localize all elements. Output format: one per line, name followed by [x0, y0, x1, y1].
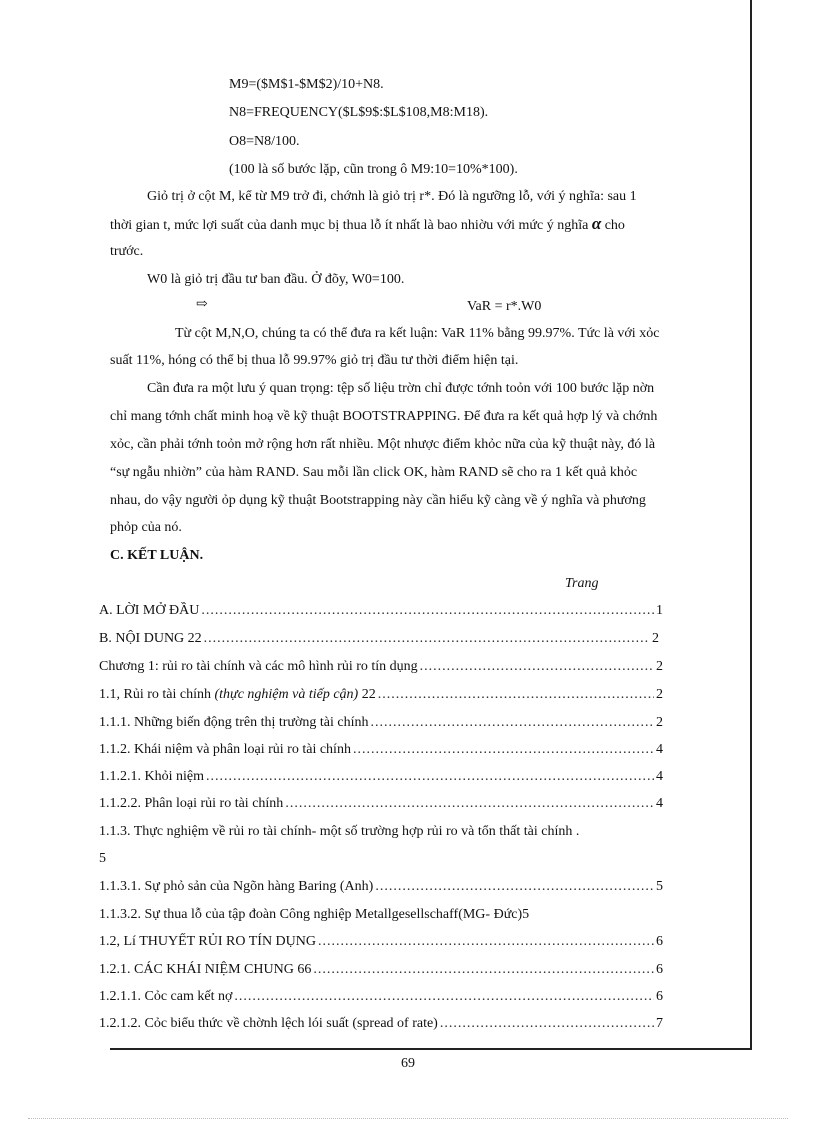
toc-title-part: 1.1, Rủi ro tài chính — [99, 687, 211, 702]
para2-line: Từ cột M,N,O, chúng ta có thể đưa ra kết luận: VaR 11% bằng 99.97%. Tức là với xỏc — [175, 326, 660, 341]
formula-line: (100 là số bước lặp, cũn trong ô M9:10=10%*100). — [229, 162, 518, 177]
page-bottom-dotted-line — [28, 1118, 788, 1119]
toc-entry[interactable] — [99, 741, 663, 759]
para1-line: trước. — [110, 244, 144, 259]
toc-leader — [375, 878, 654, 896]
arrow-icon: ⇨ — [196, 297, 208, 312]
toc-title: 1.1.2.2. Phân loại rủi ro tài chính — [99, 796, 284, 811]
var-formula: VaR = r*.W0 — [467, 299, 542, 314]
w0-line: W0 là giỏ trị đầu tư ban đầu. Ở đõy, W0=100. — [147, 272, 405, 287]
toc-page: 6 — [656, 962, 663, 977]
para3-line: nhau, do vậy người ỏp dụng kỹ thuật Bootstrapping này cần hiểu kỹ càng về ý nghĩa và phương — [110, 493, 646, 508]
formula-line: N8=FREQUENCY($L$9$:$L$108,M8:M18). — [229, 105, 489, 120]
toc-page: 2 — [652, 631, 659, 646]
toc-page: 4 — [656, 742, 663, 757]
toc-leader — [313, 961, 654, 979]
toc-leader — [420, 658, 654, 676]
toc-page: 2 — [656, 715, 663, 730]
toc-entry[interactable] — [99, 658, 663, 676]
toc-title-italic: (thực nghiệm và tiếp cận) — [214, 687, 359, 702]
toc-page-label: Trang — [565, 576, 599, 591]
toc-entry[interactable] — [99, 933, 663, 951]
toc-entry[interactable] — [99, 878, 663, 896]
toc-entry-wrapped[interactable]: 1.1.3. Thực nghiệm về rủi ro tài chính- một số trường hợp rủi ro và tổn thất tài chính . — [99, 824, 580, 839]
para1-line — [110, 215, 625, 235]
toc-entry[interactable]: 1.1.3.2. Sự thua lỗ của tập đoàn Công nghiệp Metallgesellschaff(MG- Đức)5 — [99, 907, 530, 922]
alpha-symbol: α — [591, 214, 602, 233]
toc-page: 1 — [656, 603, 663, 618]
toc-page: 2 — [656, 659, 663, 674]
toc-leader — [204, 630, 650, 648]
toc-page: 7 — [656, 1016, 663, 1031]
para1-text: thời gian t, mức lợi suất của danh mục bị thua lỗ ít nhất là bao nhiờu với mức ý nghĩa — [110, 218, 589, 233]
toc-leader — [201, 602, 654, 620]
para2-line: suất 11%, hóng có thể bị thua lỗ 99.97% giỏ trị đầu tư thời điểm hiện tại. — [110, 353, 519, 368]
para3-line: xỏc, cần phải tớnh toỏn mở rộng hơn rất nhiều. Một nhược điểm khỏc nữa của kỹ thuật này, đó là — [110, 437, 656, 452]
toc-page: 4 — [656, 769, 663, 784]
para3-line: “sự ngẫu nhiờn” của hàm RAND. Sau mỗi lần click OK, hàm RAND sẽ cho ra 1 kết quả khỏc — [110, 465, 638, 480]
toc-page: 4 — [656, 796, 663, 811]
toc-entry[interactable] — [99, 795, 663, 813]
toc-title — [99, 686, 376, 704]
para3-line: chỉ mang tớnh chất minh hoạ về kỹ thuật BOOTSTRAPPING. Để đưa ra kết quả hợp lý và chớnh — [110, 409, 658, 424]
toc-leader — [234, 988, 654, 1006]
toc-page: 6 — [656, 934, 663, 949]
toc-page: 5 — [656, 879, 663, 894]
toc-title: 1.2.1.1. Cỏc cam kết nợ — [99, 989, 233, 1004]
toc-leader — [378, 686, 654, 704]
para1-line: Giỏ trị ở cột M, kể từ M9 trở đi, chớnh là giỏ trị r*. Đó là ngưỡng lỗ, với ý nghĩa: sau 1 — [147, 189, 637, 204]
toc-entry[interactable] — [99, 686, 663, 704]
toc-title: Chương 1: rủi ro tài chính và các mô hình rủi ro tín dụng — [99, 659, 418, 674]
section-heading: C. KẾT LUẬN. — [110, 548, 204, 563]
para3-line: phỏp của nó. — [110, 520, 182, 535]
toc-title: 1.2, Lí THUYẾT RỦI RO TÍN DỤNG — [99, 934, 316, 949]
page-border-bottom — [110, 1048, 752, 1050]
toc-entry[interactable] — [99, 1015, 663, 1033]
toc-leader — [353, 741, 654, 759]
toc-title: 1.2.1.2. Cỏc biểu thức về chờnh lệch lói suất (spread of rate) — [99, 1016, 438, 1031]
page-number: 69 — [401, 1056, 415, 1071]
toc-title: B. NỘI DUNG 22 — [99, 631, 202, 646]
page-border-right — [750, 0, 752, 1048]
toc-entry[interactable] — [99, 768, 663, 786]
toc-page: 5 — [99, 851, 106, 866]
toc-title: 1.1.3.1. Sự phỏ sản của Ngõn hàng Baring (Anh) — [99, 879, 374, 894]
toc-entry[interactable] — [99, 988, 663, 1006]
toc-leader — [371, 714, 655, 732]
para1-text: cho — [604, 218, 625, 233]
toc-leader — [206, 768, 654, 786]
toc-title: 1.1.1. Những biến động trên thị trường tài chính — [99, 715, 369, 730]
toc-entry[interactable] — [99, 630, 659, 648]
toc-title-part: 22 — [361, 687, 376, 702]
toc-entry[interactable] — [99, 961, 663, 979]
toc-title: 1.1.2. Khái niệm và phân loại rủi ro tài chính — [99, 742, 351, 757]
toc-title: 1.2.1. CÁC KHÁI NIỆM CHUNG 66 — [99, 962, 312, 977]
formula-line: O8=N8/100. — [229, 134, 300, 149]
toc-leader — [285, 795, 654, 813]
toc-entry[interactable] — [99, 714, 663, 732]
toc-title: 1.1.2.1. Khỏi niệm — [99, 769, 204, 784]
toc-leader — [440, 1015, 654, 1033]
toc-title: A. LỜI MỞ ĐẦU — [99, 603, 200, 618]
toc-leader — [318, 933, 654, 951]
toc-page: 2 — [656, 687, 663, 702]
toc-entry[interactable] — [99, 602, 663, 620]
para3-line: Cần đưa ra một lưu ý quan trọng: tệp số liệu trờn chỉ được tớnh toỏn với 100 bước lặp nờn — [147, 381, 655, 396]
toc-page: 6 — [656, 989, 663, 1004]
formula-line: M9=($M$1-$M$2)/10+N8. — [229, 77, 384, 92]
